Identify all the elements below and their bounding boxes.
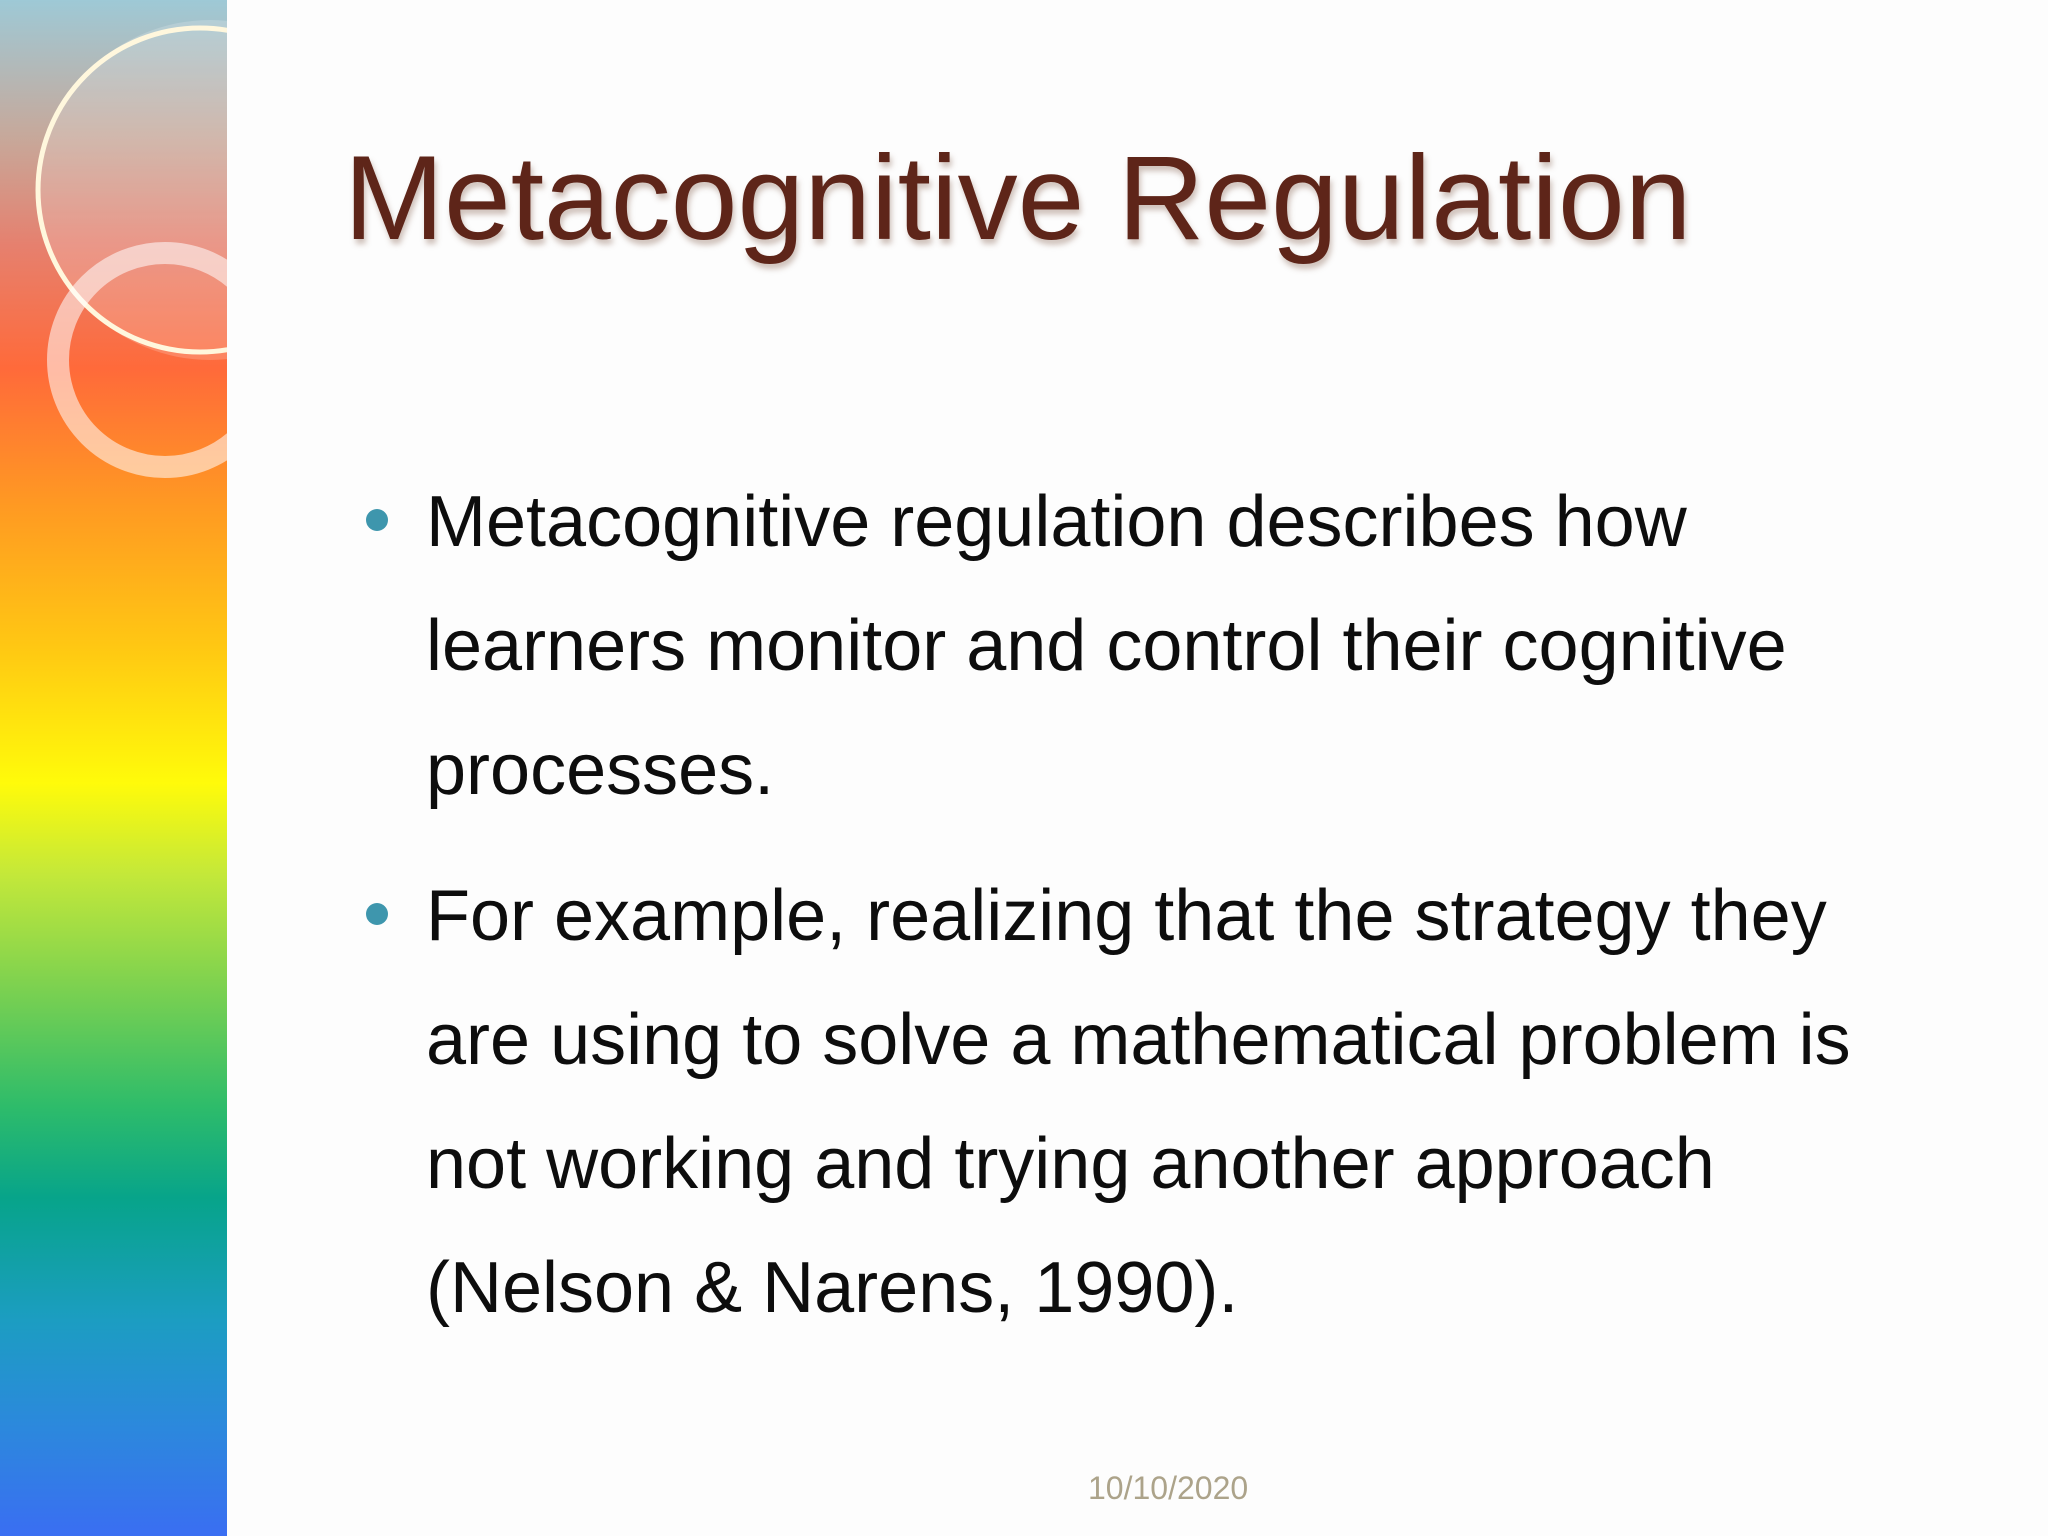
bullet-text: Metacognitive regulation describes how learners monitor and control their cognitive processes. [426,482,1787,810]
bullet-item [360,854,1920,1350]
bullet-list [360,460,1920,1372]
footer-date: 10/10/2020 [1088,1470,1249,1506]
slide-title: Metacognitive Regulation [344,131,1692,265]
decorative-circles [0,0,227,520]
bullet-marker-icon [366,903,388,925]
rainbow-side-band [0,0,227,1536]
bullet-marker-icon [366,509,388,531]
bullet-item [360,460,1920,832]
bullet-text: For example, realizing that the strategy they are using to solve a mathematical problem is not working and trying another approach (Nelson & Narens, 1990). [426,876,1851,1328]
